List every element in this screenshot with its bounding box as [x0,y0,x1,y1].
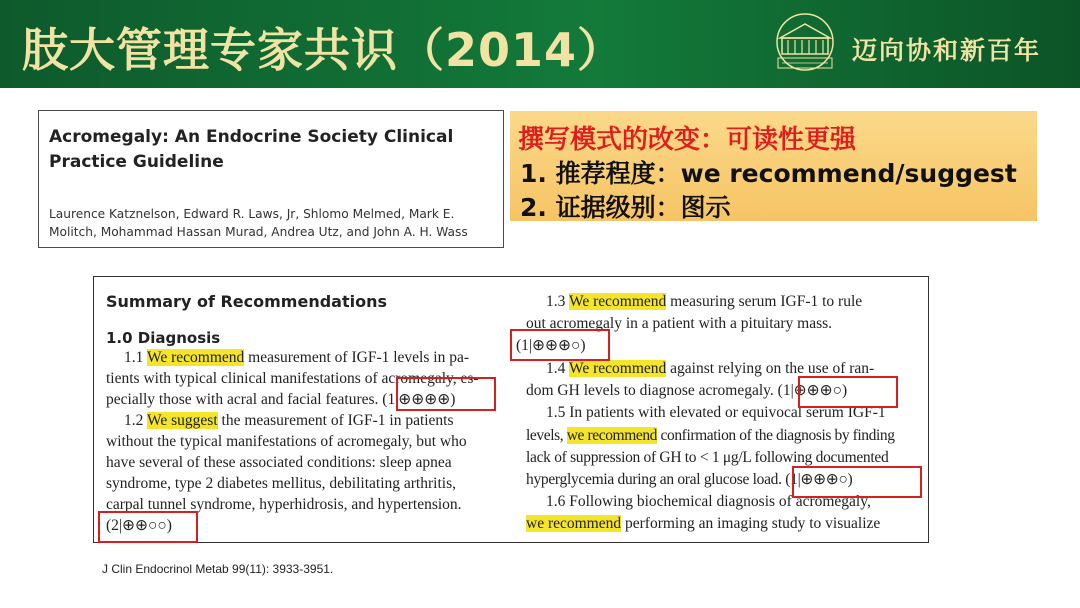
evidence-grade-highlight-box [792,466,922,498]
text-span: hyperglycemia during an oral glucose load. [526,471,786,488]
text-span: pecially those with acral and facial features. [106,391,383,408]
text-line: have several of these associated conditions: sleep apnea [106,454,452,471]
slogan: 迈向协和新百年 [852,36,1042,65]
text-span: measurement of IGF-1 levels in pa- [244,349,469,366]
text-span: the measurement of IGF-1 in patients [217,412,454,429]
highlight-recommend: we recommend [566,427,658,444]
evidence-grade-highlight-box [396,377,496,411]
text-line [124,349,469,367]
text-line [546,293,862,311]
journal-citation: J Clin Endocrinol Metab 99(11): 3933-3951. [102,562,334,576]
text-line: without the typical manifestations of acromegaly, but who [106,433,467,450]
text-line: 1.6 Following biochemical diagnosis of acromegaly, [546,493,871,510]
slide-title: 肢大管理专家共识（2014） [22,23,625,77]
text-line: carpal tunnel syndrome, hyperhidrosis, and hypertension. [106,496,462,513]
text-span: 1.3 [546,293,569,310]
evidence-grade-highlight-box [798,376,898,408]
text-span: against relying on the use of ran- [666,360,875,377]
text-line: syndrome, type 2 diabetes mellitus, debilitating arthritis, [106,475,456,492]
evidence-grade: (1|⊕⊕⊕○) [777,382,848,399]
text-span: 1.2 [124,412,147,429]
text-line: out acromegaly in a patient with a pituitary mass. [526,315,833,332]
text-span: levels, [526,427,567,444]
callout-item-1: 1. 推荐程度：we recommend/suggest [520,159,1017,188]
evidence-grade: (2|⊕⊕○○) [106,517,172,534]
guideline-authors: Laurence Katznelson, Edward R. Laws, Jr, Shlomo Melmed, Mark E. Molitch, Mohammad Hassan Murad, Andrea Utz, and John A. H. Wass [49,207,468,239]
highlight-recommend: We recommend [146,349,245,366]
highlight-recommend: We recommend [568,293,667,310]
evidence-grade: (1|⊕⊕⊕○) [785,471,853,488]
text-span: performing an imaging study to visualize [621,515,881,532]
highlight-suggest: We suggest [146,412,218,429]
evidence-grade-highlight-box [98,511,198,543]
text-span: confirmation of the diagnosis by finding [657,427,895,444]
text-line [526,427,895,445]
text-line: 1.5 In patients with elevated or equivocal serum IGF-1 [546,404,886,421]
pumc-hospital-emblem-icon [768,12,842,76]
text-line: lack of suppression of GH to < 1 μg/L following documented [526,449,889,466]
text-line: tients with typical clinical manifestations of acromegaly, es- [106,370,479,387]
summary-excerpt [93,276,929,543]
guideline-title: Acromegaly: An Endocrine Society Clinical Practice Guideline [49,127,454,172]
text-line [526,515,880,533]
header-bar [0,0,1080,88]
text-span: 1.1 [124,349,147,366]
summary-title: Summary of Recommendations [106,292,387,311]
highlight-recommend: We recommend [568,360,667,377]
evidence-grade: (1|⊕⊕⊕○) [516,337,586,354]
evidence-grade-highlight-box [510,329,610,361]
guideline-citation-box [38,110,504,248]
callout-item-2: 2. 证据级别：图示 [520,193,731,222]
text-span: dom GH levels to diagnose acromegaly. [526,382,778,399]
section-heading: 1.0 Diagnosis [106,329,221,347]
text-span: 1.4 [546,360,569,377]
callout-box [510,111,1037,221]
highlight-recommend: we recommend [526,515,622,532]
evidence-grade: (1|⊕⊕⊕⊕) [382,391,456,408]
callout-heading: 撰写模式的改变：可读性更强 [518,125,857,155]
text-line [124,412,454,430]
text-span: measuring serum IGF-1 to rule [666,293,863,310]
